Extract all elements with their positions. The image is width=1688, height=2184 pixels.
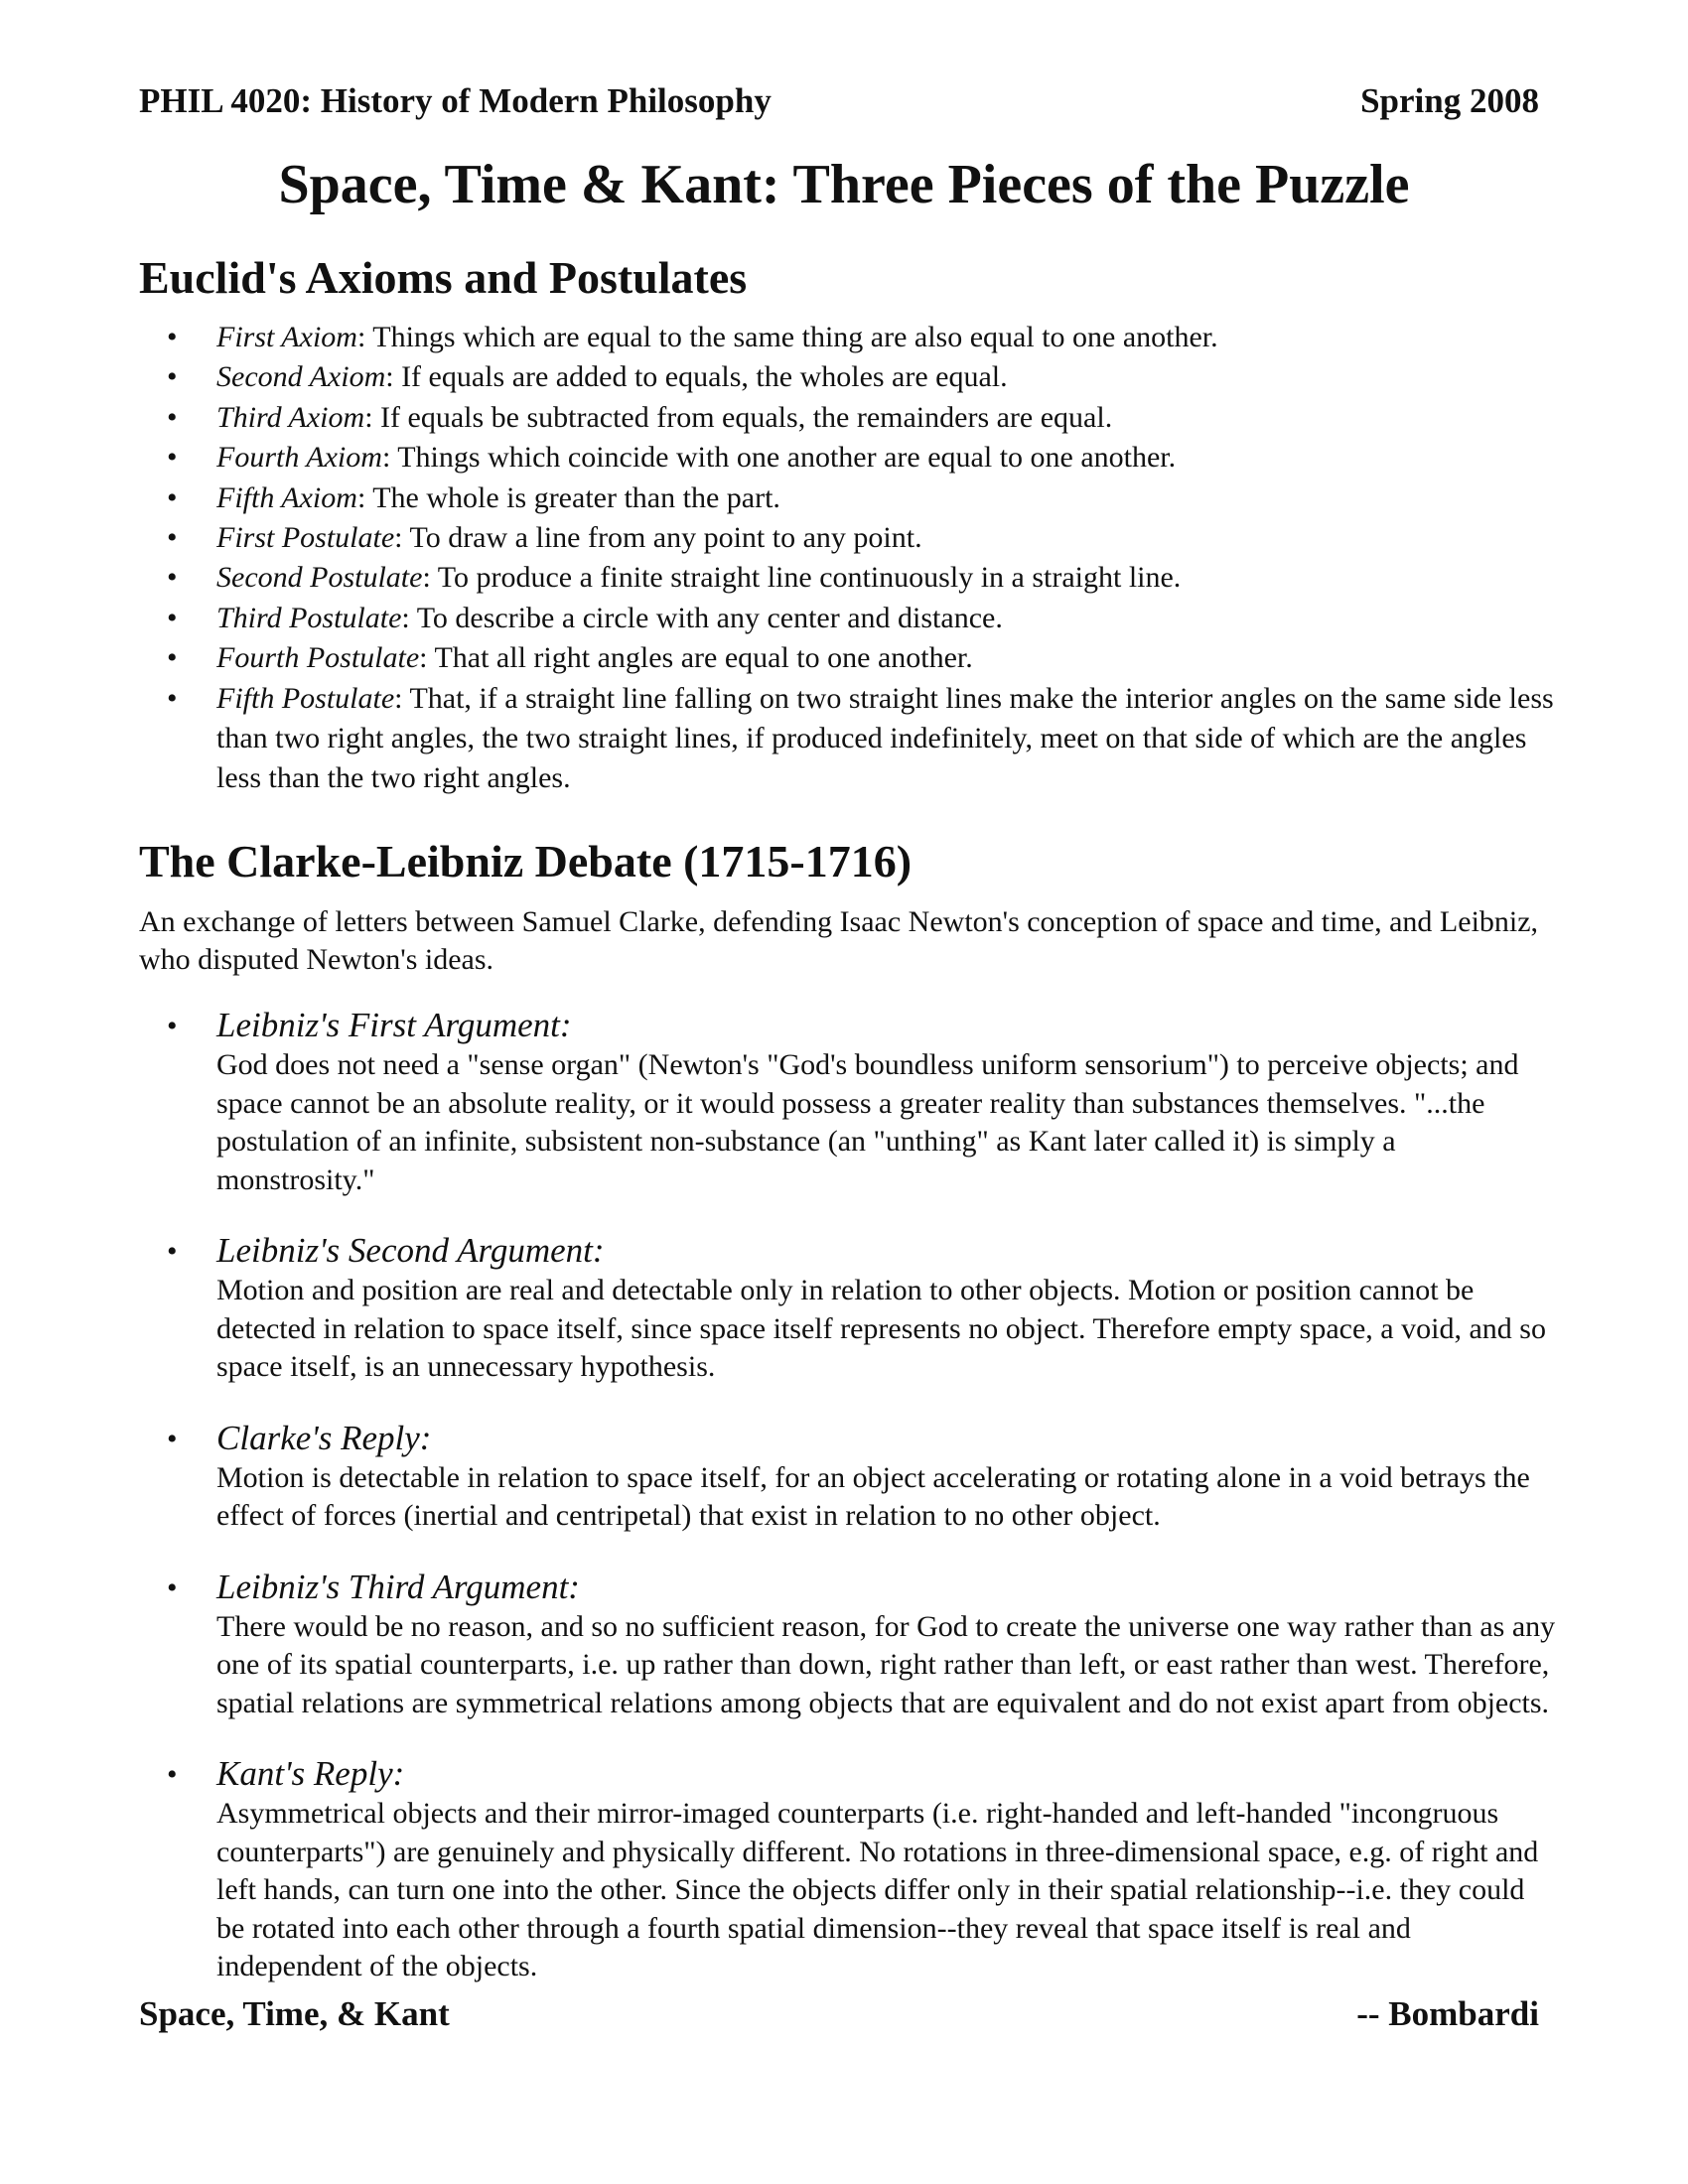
argument-item — [167, 1230, 1557, 1387]
course-title: PHIL 4020: History of Modern Philosophy — [139, 81, 772, 120]
argument-label: • Leibniz's First Argument: — [216, 1006, 572, 1044]
argument-text: Motion is detectable in relation to space itself, for an object accelerating or rotating alone in a void betrays the effect of forces (inertial and centripetal) that exist in relation to no other object. — [216, 1460, 1530, 1532]
argument-text: Asymmetrical objects and their mirror-imaged counterparts (i.e. right-handed and left-handed "incongruous counterparts") are genuinely and physically different. No rotations in three-dimensional space, e.g. of right and left hands, can turn one into the other. Since the objects differ only in their spatial relationship--i.e. they could be rotated into each other through a fourth spatial dimension--they reveal that space itself is real and independent of the objects. — [216, 1797, 1539, 1982]
item-term: First Axiom — [216, 321, 357, 353]
item-term: First Postulate — [216, 521, 395, 555]
argument-item — [167, 1753, 1557, 1986]
footer-author: -- Bombardi — [1356, 1994, 1539, 2033]
list-item — [167, 518, 1557, 558]
page-footer — [139, 1990, 1539, 2038]
term-label: Spring 2008 — [1360, 81, 1539, 120]
list-item — [167, 599, 1557, 638]
item-term: Fifth Axiom — [216, 480, 357, 514]
list-item — [167, 478, 1557, 518]
list-item — [167, 679, 1557, 799]
item-term: Third Axiom — [216, 400, 365, 434]
item-text: : Things which coincide with one another are equal to one another. — [381, 441, 1177, 475]
debate-list — [167, 1005, 1557, 2017]
item-term: Second Postulate — [216, 561, 423, 595]
argument-label: • Kant's Reply: — [216, 1754, 405, 1793]
item-text: : To produce a finite straight line continuously in a straight line. — [422, 561, 1182, 595]
argument-text: God does not need a "sense organ" (Newton's "God's boundless uniform sensorium") to perceive objects; and space cannot be an absolute reality, or it would possess a greater reality than substances themselves. "...the postulation of an infinite, subsistent non-substance (an "unthing" as Kant later called it) is simply a monstrosity." — [216, 1048, 1519, 1196]
item-term: Fifth Postulate — [216, 681, 395, 715]
item-text: : Things which are equal to the same thing are also equal to one another. — [356, 321, 1218, 353]
argument-item — [167, 1005, 1557, 1199]
page-header — [139, 77, 1539, 125]
list-item — [167, 398, 1557, 438]
list-item — [167, 638, 1557, 678]
item-text: : If equals be subtracted from equals, the remainders are equal. — [364, 400, 1113, 434]
list-item — [167, 558, 1557, 598]
item-text: : That, if a straight line falling on two straight lines make the interior angles on the same side less than two right angles, the two straight lines, if produced indefinitely, meet on that side of which are the angles less than the two right angles. — [216, 681, 1554, 795]
item-term: Third Postulate — [216, 601, 402, 634]
item-text: : The whole is greater than the part. — [356, 480, 780, 514]
argument-item — [167, 1418, 1557, 1536]
debate-heading: The Clarke-Leibniz Debate (1715-1716) — [139, 836, 913, 887]
argument-text: There would be no reason, and so no sufficient reason, for God to create the universe one way rather than as any one of its spatial counterparts, i.e. up rather than down, right rather than left, or east rather than west. Therefore, spatial relations are symmetrical relations among objects that are equivalent and do not exist apart from objects. — [216, 1609, 1556, 1719]
item-text: : To draw a line from any point to any point. — [394, 521, 922, 555]
item-text: : To describe a circle with any center and distance. — [401, 601, 1003, 634]
item-text: : That all right angles are equal to one another. — [419, 641, 973, 675]
item-term: Fourth Postulate — [216, 641, 420, 675]
item-term: Fourth Axiom — [216, 441, 382, 475]
argument-label: • Leibniz's Third Argument: — [216, 1567, 580, 1606]
item-text: : If equals are added to equals, the wholes are equal. — [385, 360, 1008, 394]
euclid-heading: Euclid's Axioms and Postulates — [139, 252, 748, 303]
list-item — [167, 438, 1557, 478]
debate-intro: An exchange of letters between Samuel Clarke, defending Isaac Newton's conception of space and time, and Leibniz, who disputed Newton's ideas. — [139, 905, 1539, 976]
euclid-list — [167, 318, 1557, 799]
footer-title: Space, Time, & Kant — [139, 1994, 450, 2033]
list-item — [167, 357, 1557, 397]
item-term: Second Axiom — [216, 360, 386, 394]
list-item — [167, 318, 1557, 357]
argument-label: • Clarke's Reply: — [216, 1418, 432, 1457]
argument-label: • Leibniz's Second Argument: — [216, 1231, 605, 1270]
document-title: Space, Time & Kant: Three Pieces of the Puzzle — [278, 154, 1410, 215]
argument-text: Motion and position are real and detectable only in relation to other objects. Motion or position cannot be detected in relation to space itself, since space itself represents no object. Therefore empty space, a void, and so space itself, is an unnecessary hypothesis. — [216, 1274, 1546, 1383]
argument-item — [167, 1567, 1557, 1723]
